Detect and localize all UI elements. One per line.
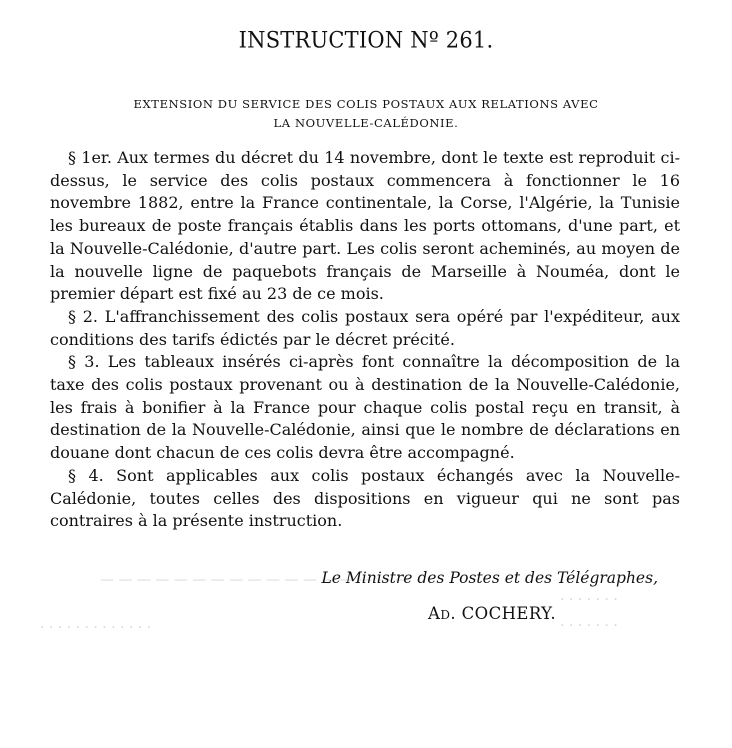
signature-name-text: Ad. COCHERY.	[428, 604, 556, 623]
paragraph-4: § 4. Sont applicables aux colis postaux échangés avec la Nouvelle-Calédonie, toutes celles des dispositions en vigueur qui ne sont pas contraires à la présente instruction.	[50, 465, 680, 531]
paragraph-2: § 2. L'affranchissement des colis postaux sera opéré par l'expéditeur, aux conditions des tarifs édictés par le décret précité.	[50, 306, 680, 349]
paragraph-3: § 3. Les tableaux insérés ci-après font connaître la décomposition de la taxe des colis postaux provenant ou à destination de la Nouvelle-Calédonie, les frais à bonifier à la France pour chaque colis postal reçu en transit, à destination de la Nouvelle-Calédonie, ainsi que le nombre de déclarations en douane dont chacun de ces colis devra être accompagné.	[50, 352, 680, 463]
document-page: — — — — — — — — — — — — — — — — — · · · · · · · · · · · · · · · · · · · · · · · · · · · INSTRUCTION Nº 261. EXTENSION DU SERVICE DES COLIS POSTAUX AUX RELATIONS AVEC LA NOUVELLE-CALÉDONIE. § 1er. Aux termes du décret du 14 novembre, dont le texte est reproduit ci-dessus, le service des colis postaux commencera à fonctionner le 16 novembre 1882, entre la France continentale, la Corse, l'Algérie, la Tunisie les bureaux de poste français établis dans les ports ottomans, d'une part, et la Nouvelle-Calédonie, d'autre part. Les colis seront acheminés, au moyen de la nouvelle ligne de paquebots français de Marseille à Nouméa, dont le premier départ est fixé au 23 de ce mois. § 2. L'affranchissement des colis postaux sera opéré par l'expéditeur, aux conditions des tarifs édictés par le décret précité. § 3. Les tableaux insérés ci-après font connaître la décomposition de la taxe des colis postaux provenant ou à destination de la Nouvelle-Calédonie, les frais à bonifier à la France pour chaque colis postal reçu en transit, à destination de la Nouvelle-Calédonie, ainsi que le nombre de déclarations en douane dont chacun de ces colis devra être accompagné. § 4. Sont applicables aux colis postaux échangés avec la Nouvelle-Calédonie, toutes celles des dispositions en vigueur qui ne sont pas contraires à la présente instruction. Le Ministre des Postes et des Télégraphes, Ad. COCHERY.	[0, 0, 732, 748]
signature-role: Le Ministre des Postes et des Télégraphes,	[321, 569, 658, 587]
subtitle-line-1: EXTENSION DU SERVICE DES COLIS POSTAUX AUX RELATIONS AVEC	[133, 97, 599, 111]
signature-name	[428, 604, 556, 623]
body-text	[50, 147, 680, 533]
subtitle-line-2: LA NOUVELLE-CALÉDONIE.	[273, 116, 459, 130]
page-title: INSTRUCTION Nº 261.	[238, 27, 494, 53]
paragraph-1: § 1er. Aux termes du décret du 14 novembre, dont le texte est reproduit ci-dessus, le service des colis postaux commencera à fonctionner le 16 novembre 1882, entre la France continentale, la Corse, l'Algérie, la Tunisie les bureaux de poste français établis dans les ports ottomans, d'une part, et la Nouvelle-Calédonie, d'autre part. Les colis seront acheminés, au moyen de la nouvelle ligne de paquebots français de Marseille à Nouméa, dont le premier départ est fixé au 23 de ce mois.	[50, 148, 680, 304]
